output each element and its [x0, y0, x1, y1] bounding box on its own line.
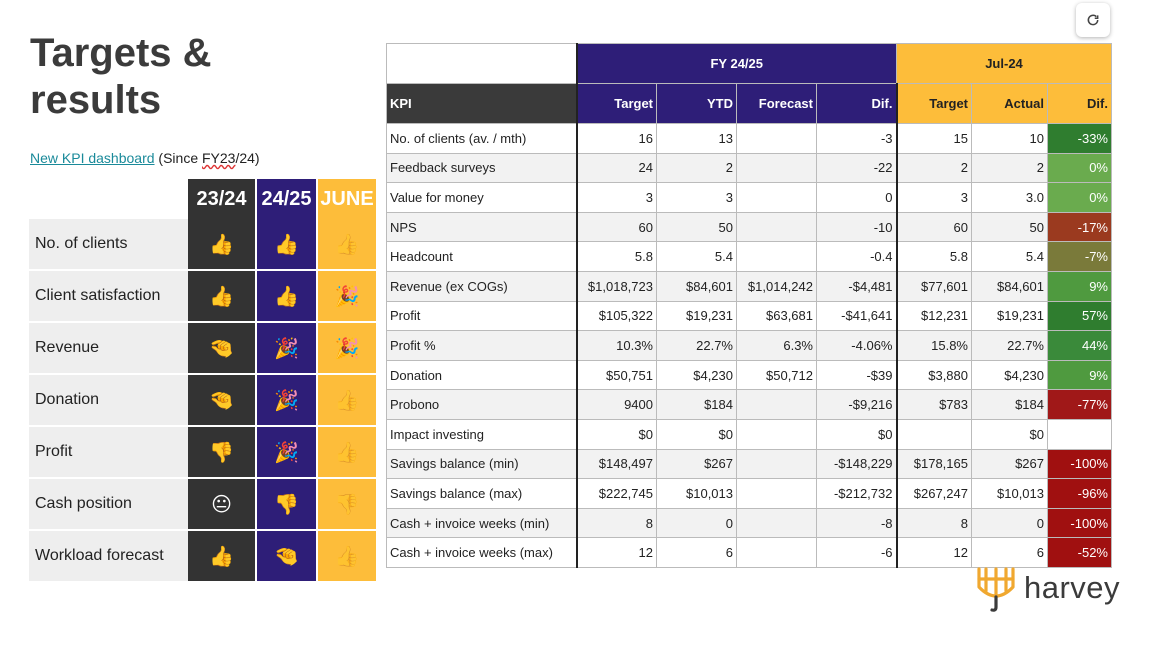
emoji-header-blank	[29, 179, 188, 219]
harvey-logo-icon	[974, 563, 1018, 613]
since-text-pre: (Since	[154, 150, 202, 166]
kpi-dif: -$39	[817, 360, 897, 390]
kpi-jul-target	[897, 419, 972, 449]
kpi-target: $105,322	[577, 301, 657, 331]
kpi-target: 60	[577, 212, 657, 242]
emoji-icon: 🤏	[274, 545, 299, 568]
kpi-dif: -3	[817, 124, 897, 154]
kpi-ytd: $19,231	[657, 301, 737, 331]
emoji-icon: 👍	[334, 233, 360, 256]
kpi-name: Headcount	[387, 242, 577, 272]
kpi-jul-dif: 9%	[1048, 271, 1112, 301]
kpi-jul-actual: 22.7%	[972, 331, 1048, 361]
kpi-jul-dif: -52%	[1048, 538, 1112, 568]
emoji-icon: 👎	[334, 493, 360, 516]
kpi-jul-target: $783	[897, 390, 972, 420]
emoji-row-label: Profit	[29, 427, 188, 479]
emoji-cell-3	[316, 427, 376, 479]
kpi-jul-dif: 57%	[1048, 301, 1112, 331]
page-title: Targets & results	[30, 31, 212, 122]
kpi-col-jul-target: Target	[897, 84, 972, 124]
kpi-row	[387, 508, 1112, 538]
kpi-jul-dif: 9%	[1048, 360, 1112, 390]
kpi-jul-actual: $84,601	[972, 271, 1048, 301]
kpi-jul-target: $3,880	[897, 360, 972, 390]
kpi-row	[387, 331, 1112, 361]
kpi-target: $0	[577, 419, 657, 449]
kpi-ytd: 50	[657, 212, 737, 242]
kpi-target: 5.8	[577, 242, 657, 272]
kpi-col-jul-dif: Dif.	[1048, 84, 1112, 124]
emoji-icon: 🎉	[274, 441, 299, 464]
kpi-forecast	[737, 183, 817, 213]
kpi-ytd: $0	[657, 419, 737, 449]
kpi-forecast	[737, 242, 817, 272]
kpi-dif: -6	[817, 538, 897, 568]
kpi-name: Feedback surveys	[387, 153, 577, 183]
kpi-name: NPS	[387, 212, 577, 242]
kpi-jul-target: 15	[897, 124, 972, 154]
kpi-target: $1,018,723	[577, 271, 657, 301]
kpi-target: 10.3%	[577, 331, 657, 361]
kpi-row	[387, 124, 1112, 154]
kpi-dif: -10	[817, 212, 897, 242]
kpi-ytd: $10,013	[657, 479, 737, 509]
kpi-forecast	[737, 212, 817, 242]
kpi-name: Savings balance (max)	[387, 479, 577, 509]
emoji-icon: 👍	[209, 545, 234, 568]
kpi-ytd: $267	[657, 449, 737, 479]
kpi-forecast	[737, 124, 817, 154]
refresh-icon	[1086, 13, 1100, 27]
emoji-row-label: Workload forecast	[29, 531, 188, 583]
emoji-icon: 🤏	[209, 337, 234, 360]
kpi-name: Profit %	[387, 331, 577, 361]
harvey-logo-text: harvey	[1024, 570, 1121, 605]
kpi-row	[387, 301, 1112, 331]
kpi-name: Impact investing	[387, 419, 577, 449]
kpi-name: Donation	[387, 360, 577, 390]
emoji-cell-3	[316, 219, 376, 271]
emoji-icon: 👍	[274, 285, 299, 308]
emoji-cell-1	[188, 427, 255, 479]
emoji-icon: 🎉	[274, 389, 299, 412]
kpi-target: 8	[577, 508, 657, 538]
kpi-jul-dif: -96%	[1048, 479, 1112, 509]
emoji-row-label: Revenue	[29, 323, 188, 375]
kpi-forecast	[737, 390, 817, 420]
kpi-jul-actual: $267	[972, 449, 1048, 479]
since-text-fy: FY23	[202, 150, 236, 166]
emoji-cell-3	[316, 271, 376, 323]
kpi-row	[387, 360, 1112, 390]
kpi-ytd: 3	[657, 183, 737, 213]
kpi-ytd: 0	[657, 508, 737, 538]
kpi-name: Profit	[387, 301, 577, 331]
emoji-cell-3	[316, 375, 376, 427]
kpi-jul-target: 60	[897, 212, 972, 242]
emoji-cell-3	[316, 531, 376, 583]
kpi-row	[387, 479, 1112, 509]
kpi-name: No. of clients (av. / mth)	[387, 124, 577, 154]
kpi-target: 9400	[577, 390, 657, 420]
kpi-jul-actual: 6	[972, 538, 1048, 568]
kpi-row	[387, 242, 1112, 272]
kpi-target: 24	[577, 153, 657, 183]
kpi-name: Savings balance (min)	[387, 449, 577, 479]
kpi-target: $222,745	[577, 479, 657, 509]
emoji-header-2425: 24/25	[255, 179, 316, 219]
kpi-col-target: Target	[577, 84, 657, 124]
kpi-row	[387, 183, 1112, 213]
emoji-row	[29, 271, 376, 323]
emoji-icon: 🎉	[274, 337, 299, 360]
kpi-name: Cash + invoice weeks (min)	[387, 508, 577, 538]
kpi-target: 12	[577, 538, 657, 568]
emoji-row	[29, 531, 376, 583]
emoji-icon: 🎉	[334, 337, 360, 360]
kpi-col-jul-actual: Actual	[972, 84, 1048, 124]
emoji-icon: 👎	[274, 493, 299, 516]
kpi-dashboard-link[interactable]: New KPI dashboard	[30, 150, 155, 166]
kpi-target: $50,751	[577, 360, 657, 390]
kpi-jul-target: 12	[897, 538, 972, 568]
kpi-jul-actual: $4,230	[972, 360, 1048, 390]
kpi-name: Value for money	[387, 183, 577, 213]
kpi-row	[387, 449, 1112, 479]
kpi-ytd: 2	[657, 153, 737, 183]
kpi-jul-target: $267,247	[897, 479, 972, 509]
kpi-col-kpi: KPI	[387, 84, 577, 124]
emoji-cell-3	[316, 323, 376, 375]
kpi-dif: -$212,732	[817, 479, 897, 509]
kpi-table	[386, 43, 1112, 568]
kpi-dif: -$41,641	[817, 301, 897, 331]
kpi-jul-dif: 0%	[1048, 183, 1112, 213]
kpi-jul-actual: 5.4	[972, 242, 1048, 272]
emoji-icon: 🤏	[209, 389, 234, 412]
kpi-group-fy: FY 24/25	[577, 44, 897, 84]
kpi-target: 3	[577, 183, 657, 213]
kpi-dif: -$148,229	[817, 449, 897, 479]
kpi-jul-actual: $184	[972, 390, 1048, 420]
kpi-jul-target: $178,165	[897, 449, 972, 479]
kpi-group-header-row	[387, 44, 1112, 84]
emoji-cell-1	[188, 479, 255, 531]
kpi-name: Cash + invoice weeks (max)	[387, 538, 577, 568]
emoji-cell-2	[255, 271, 316, 323]
emoji-header-row	[29, 179, 376, 219]
kpi-ytd: 6	[657, 538, 737, 568]
emoji-row	[29, 323, 376, 375]
since-text-post: /24)	[235, 150, 260, 166]
kpi-dif: -22	[817, 153, 897, 183]
kpi-jul-dif: -100%	[1048, 449, 1112, 479]
kpi-jul-actual: $10,013	[972, 479, 1048, 509]
kpi-col-forecast: Forecast	[737, 84, 817, 124]
kpi-jul-target: 2	[897, 153, 972, 183]
kpi-forecast	[737, 153, 817, 183]
kpi-group-jul: Jul-24	[897, 44, 1112, 84]
kpi-forecast: $63,681	[737, 301, 817, 331]
kpi-jul-actual: 3.0	[972, 183, 1048, 213]
emoji-row-label: No. of clients	[29, 219, 188, 271]
emoji-cell-2	[255, 479, 316, 531]
kpi-target: $148,497	[577, 449, 657, 479]
kpi-name: Revenue (ex COGs)	[387, 271, 577, 301]
kpi-jul-target: $77,601	[897, 271, 972, 301]
kpi-jul-target: 8	[897, 508, 972, 538]
kpi-name: Probono	[387, 390, 577, 420]
kpi-jul-target: 3	[897, 183, 972, 213]
kpi-jul-actual: $19,231	[972, 301, 1048, 331]
kpi-jul-actual: 50	[972, 212, 1048, 242]
kpi-dif: -8	[817, 508, 897, 538]
emoji-row-label: Donation	[29, 375, 188, 427]
emoji-cell-2	[255, 531, 316, 583]
emoji-cell-1	[188, 271, 255, 323]
emoji-row-label: Cash position	[29, 479, 188, 531]
emoji-icon: 👎	[209, 441, 234, 464]
refresh-button[interactable]	[1076, 3, 1110, 37]
emoji-icon: 😐	[211, 493, 232, 516]
kpi-jul-dif: -7%	[1048, 242, 1112, 272]
kpi-forecast: $1,014,242	[737, 271, 817, 301]
emoji-header-june: JUNE	[316, 179, 376, 219]
kpi-jul-dif: 0%	[1048, 153, 1112, 183]
kpi-ytd: $84,601	[657, 271, 737, 301]
kpi-col-dif: Dif.	[817, 84, 897, 124]
kpi-ytd: 5.4	[657, 242, 737, 272]
kpi-jul-dif: 44%	[1048, 331, 1112, 361]
kpi-forecast	[737, 508, 817, 538]
kpi-jul-actual: 10	[972, 124, 1048, 154]
kpi-dashboard-line	[30, 150, 260, 166]
emoji-icon: 🎉	[334, 285, 360, 308]
emoji-cell-1	[188, 531, 255, 583]
kpi-dif: -$9,216	[817, 390, 897, 420]
emoji-cell-1	[188, 219, 255, 271]
kpi-col-header-row	[387, 84, 1112, 124]
kpi-row	[387, 419, 1112, 449]
emoji-cell-2	[255, 323, 316, 375]
kpi-jul-actual: 2	[972, 153, 1048, 183]
kpi-forecast	[737, 449, 817, 479]
emoji-icon: 👍	[334, 545, 360, 568]
emoji-row-label: Client satisfaction	[29, 271, 188, 323]
kpi-target: 16	[577, 124, 657, 154]
kpi-row	[387, 390, 1112, 420]
kpi-jul-dif: -17%	[1048, 212, 1112, 242]
kpi-forecast	[737, 419, 817, 449]
kpi-ytd: $184	[657, 390, 737, 420]
kpi-forecast	[737, 538, 817, 568]
emoji-cell-1	[188, 375, 255, 427]
emoji-icon: 👍	[334, 441, 360, 464]
emoji-row	[29, 375, 376, 427]
kpi-ytd: 13	[657, 124, 737, 154]
emoji-header-2324: 23/24	[188, 179, 255, 219]
kpi-group-blank	[387, 44, 577, 84]
emoji-scorecard-table	[29, 179, 376, 583]
emoji-icon: 👍	[209, 285, 234, 308]
kpi-jul-target: $12,231	[897, 301, 972, 331]
emoji-cell-2	[255, 427, 316, 479]
emoji-row	[29, 427, 376, 479]
kpi-ytd: $4,230	[657, 360, 737, 390]
kpi-jul-dif: -77%	[1048, 390, 1112, 420]
kpi-dif: -4.06%	[817, 331, 897, 361]
kpi-row	[387, 153, 1112, 183]
kpi-dif: 0	[817, 183, 897, 213]
kpi-forecast: 6.3%	[737, 331, 817, 361]
kpi-dif: $0	[817, 419, 897, 449]
harvey-logo	[974, 563, 1120, 613]
kpi-row	[387, 271, 1112, 301]
kpi-forecast	[737, 479, 817, 509]
emoji-row	[29, 219, 376, 271]
kpi-dif: -0.4	[817, 242, 897, 272]
kpi-col-ytd: YTD	[657, 84, 737, 124]
emoji-cell-2	[255, 375, 316, 427]
kpi-jul-dif	[1048, 419, 1112, 449]
emoji-icon: 👍	[274, 233, 299, 256]
kpi-ytd: 22.7%	[657, 331, 737, 361]
emoji-cell-1	[188, 323, 255, 375]
emoji-icon: 👍	[209, 233, 234, 256]
kpi-jul-dif: -33%	[1048, 124, 1112, 154]
kpi-jul-actual: $0	[972, 419, 1048, 449]
emoji-icon: 👍	[334, 389, 360, 412]
kpi-jul-target: 15.8%	[897, 331, 972, 361]
kpi-jul-dif: -100%	[1048, 508, 1112, 538]
kpi-row	[387, 212, 1112, 242]
kpi-dif: -$4,481	[817, 271, 897, 301]
kpi-jul-actual: 0	[972, 508, 1048, 538]
kpi-jul-target: 5.8	[897, 242, 972, 272]
kpi-forecast: $50,712	[737, 360, 817, 390]
emoji-row	[29, 479, 376, 531]
emoji-cell-3	[316, 479, 376, 531]
emoji-cell-2	[255, 219, 316, 271]
